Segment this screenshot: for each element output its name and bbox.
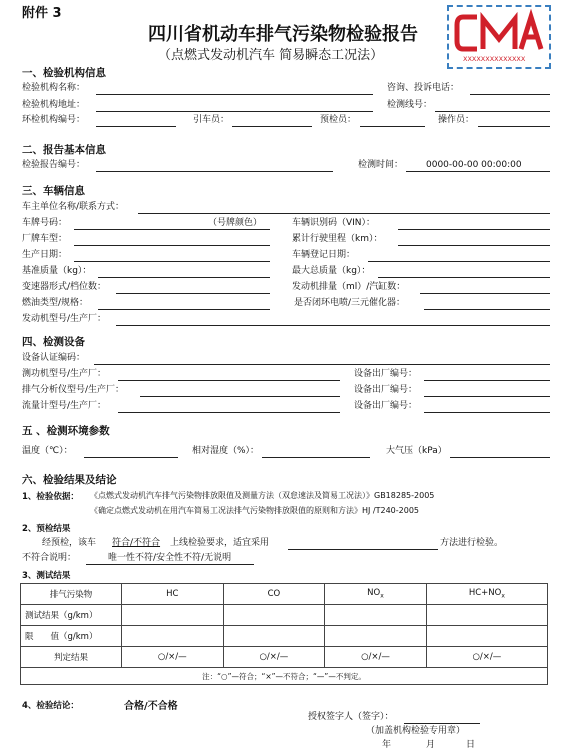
pre-check-choice[interactable]: 符合/不符合 <box>112 538 161 548</box>
fuel-label: 燃油类型/规格： <box>22 298 89 308</box>
test-time-label: 检测时间： <box>358 160 404 170</box>
cell-hcnox-judge[interactable]: ○/×/— <box>426 647 547 668</box>
header-nox <box>325 584 427 605</box>
section-2-heading: 二、报告基本信息 <box>22 144 106 156</box>
section-6-heading: 六、检验结果及结论 <box>22 474 117 486</box>
row-judge-label: 判定结果 <box>21 647 122 668</box>
cell-co-judge[interactable]: ○/×/— <box>223 647 325 668</box>
header-nox-text: NO <box>367 588 381 599</box>
table-note: 注：“○”—符合；“×”—不符合；“—”—不判定。 <box>21 668 548 685</box>
vin-field[interactable] <box>398 229 550 230</box>
analyzer-label: 排气分析仪型号/生产厂： <box>22 385 125 395</box>
date-month: 月 <box>426 740 436 750</box>
cell-nox-result[interactable] <box>325 605 427 626</box>
basis-standard-1: 《点燃式发动机汽车排气污染物排放限值及测量方法（双怠速法及简易工况法）》GB18285-2005 <box>90 491 435 500</box>
env-no-field[interactable] <box>96 126 176 127</box>
pre-check-text-1: 经预检，该车 <box>42 538 97 548</box>
cell-co-result[interactable] <box>223 605 325 626</box>
brand-label: 厂牌车型： <box>22 234 68 244</box>
engine-field[interactable] <box>116 325 550 326</box>
dyno-label: 测功机型号/生产厂： <box>22 369 107 379</box>
plate-color-label: （号牌颜色） <box>208 218 263 228</box>
gearbox-field[interactable] <box>116 293 270 294</box>
section-5-heading: 五 、检测环境参数 <box>22 425 110 437</box>
cell-hcnox-result[interactable] <box>426 605 547 626</box>
annex-label: 附件 3 <box>22 6 62 21</box>
date-day: 日 <box>466 740 476 750</box>
signatory-field[interactable] <box>404 723 480 724</box>
basis-standard-2: 《确定点燃式发动机在用汽车简易工况法排气污染物排放限值的原则和方法》HJ /T240-2005 <box>90 506 420 515</box>
stamp-code: XXXXXXXXXXXXXX <box>463 55 526 63</box>
signatory-label: 授权签字人（签字）： <box>308 712 394 722</box>
closed-loop-label: 是否闭环电喷/三元催化器： <box>294 298 406 308</box>
pressure-label: 大气压（kPa） <box>386 446 447 456</box>
header-hcnox-text: HC+NO <box>468 588 502 599</box>
header-hcnox-sub: x <box>501 592 505 600</box>
results-label: 3、测试结果 <box>22 571 71 581</box>
dyno-field[interactable] <box>118 380 340 381</box>
table-row <box>21 605 548 626</box>
humidity-field[interactable] <box>262 457 370 458</box>
gearbox-label: 变速器形式/档位数： <box>22 282 107 292</box>
max-mass-label: 最大总质量（kg）： <box>292 266 371 276</box>
displacement-label: 发动机排量（ml）/汽缸数： <box>292 282 406 292</box>
results-table <box>20 583 548 685</box>
basis-label: 1、检验依据： <box>22 492 79 502</box>
cert-code-label: 设备认证编码： <box>22 353 86 363</box>
table-row <box>21 626 548 647</box>
hotline-label: 咨询、投诉电话： <box>387 83 460 93</box>
closed-loop-field[interactable] <box>424 309 550 310</box>
pre-inspector-label: 预检员： <box>320 115 357 125</box>
section-3-heading: 三、车辆信息 <box>22 185 85 197</box>
line-no-field[interactable] <box>435 111 550 112</box>
dyno-factory-no-field[interactable] <box>424 380 550 381</box>
header-pollutant: 排气污染物 <box>21 584 122 605</box>
pre-check-label: 2、预检结果 <box>22 524 71 534</box>
flowmeter-factory-no-field[interactable] <box>424 412 550 413</box>
header-co: CO <box>223 584 325 605</box>
plate-field[interactable] <box>74 229 270 230</box>
pressure-field[interactable] <box>450 457 550 458</box>
pre-check-text-3: 方法进行检验。 <box>440 538 504 548</box>
org-address-label: 检验机构地址： <box>22 100 86 110</box>
report-no-field[interactable] <box>96 171 333 172</box>
max-mass-field[interactable] <box>378 277 550 278</box>
cell-hc-result[interactable] <box>122 605 224 626</box>
header-hcnox <box>426 584 547 605</box>
section-1-heading: 一、检验机构信息 <box>22 67 106 79</box>
operator-field[interactable] <box>478 126 550 127</box>
org-name-label: 检验机构名称： <box>22 83 86 93</box>
temp-field[interactable] <box>84 457 178 458</box>
org-name-field[interactable] <box>96 94 373 95</box>
cert-code-field[interactable] <box>94 364 550 365</box>
cell-co-limit[interactable] <box>223 626 325 647</box>
guide-label: 引车员： <box>193 115 230 125</box>
base-mass-label: 基准质量（kg）： <box>22 266 92 276</box>
owner-field[interactable] <box>138 213 550 214</box>
report-no-label: 检验报告编号： <box>22 160 86 170</box>
fuel-field[interactable] <box>98 309 270 310</box>
cell-hc-judge[interactable]: ○/×/— <box>122 647 224 668</box>
reg-date-field[interactable] <box>368 261 550 262</box>
brand-field[interactable] <box>74 245 270 246</box>
hotline-field[interactable] <box>470 94 550 95</box>
pre-check-method-field[interactable] <box>288 549 438 550</box>
nonconform-value[interactable]: 唯一性不符/安全性不符/无说明 <box>108 553 232 563</box>
pre-inspector-field[interactable] <box>360 126 425 127</box>
cma-logo-icon <box>449 9 549 57</box>
cell-hc-limit[interactable] <box>122 626 224 647</box>
cell-hcnox-limit[interactable] <box>426 626 547 647</box>
conclusion-value[interactable]: 合格/不合格 <box>124 701 178 712</box>
base-mass-field[interactable] <box>98 277 270 278</box>
displacement-field[interactable] <box>420 293 550 294</box>
flowmeter-field[interactable] <box>118 412 340 413</box>
row-test-result-label: 测试结果（g/km） <box>21 605 122 626</box>
operator-label: 操作员： <box>438 115 475 125</box>
engine-label: 发动机型号/生产厂： <box>22 314 107 324</box>
table-header-row <box>21 584 548 605</box>
reg-date-label: 车辆登记日期： <box>292 250 356 260</box>
table-row <box>21 647 548 668</box>
analyzer-field[interactable] <box>140 396 340 397</box>
section-4-heading: 四、检测设备 <box>22 336 85 348</box>
owner-label: 车主单位名称/联系方式： <box>22 202 125 212</box>
mileage-label: 累计行驶里程（km）： <box>292 234 383 244</box>
plate-label: 车牌号码： <box>22 218 68 228</box>
report-subtitle: （点燃式发动机汽车 简易瞬态工况法） <box>158 48 384 63</box>
nonconform-label: 不符合说明： <box>22 553 77 563</box>
header-nox-sub: x <box>380 592 384 600</box>
report-title: 四川省机动车排气污染物检验报告 <box>148 24 418 45</box>
org-address-field[interactable] <box>96 111 373 112</box>
mileage-field[interactable] <box>398 245 550 246</box>
date-year: 年 <box>382 740 392 750</box>
dyno-factory-no-label: 设备出厂编号： <box>354 369 418 379</box>
test-time-underline <box>406 171 550 172</box>
analyzer-factory-no-field[interactable] <box>424 396 550 397</box>
cell-nox-judge[interactable]: ○/×/— <box>325 647 427 668</box>
table-note-row <box>21 668 548 685</box>
pre-check-text-2: 上线检验要求，适宜采用 <box>170 538 270 548</box>
header-hc: HC <box>122 584 224 605</box>
nonconform-underline <box>86 564 254 565</box>
vin-label: 车辆识别码（VIN）： <box>292 218 376 228</box>
flowmeter-label: 流量计型号/生产厂： <box>22 401 107 411</box>
test-time-value: 0000-00-00 00:00:00 <box>426 160 522 170</box>
humidity-label: 相对湿度（%）： <box>192 446 260 456</box>
conclusion-label: 4、检验结论： <box>22 701 79 711</box>
cma-stamp <box>447 5 551 69</box>
seal-note: （加盖机构检验专用章） <box>366 726 466 736</box>
analyzer-factory-no-label: 设备出厂编号： <box>354 385 418 395</box>
line-no-label: 检测线号： <box>387 100 433 110</box>
prod-date-field[interactable] <box>74 261 270 262</box>
cell-nox-limit[interactable] <box>325 626 427 647</box>
prod-date-label: 生产日期： <box>22 250 68 260</box>
guide-field[interactable] <box>232 126 312 127</box>
row-limit-label: 限 值（g/km） <box>21 626 122 647</box>
temp-label: 温度（℃）： <box>22 446 73 456</box>
env-no-label: 环检机构编号： <box>22 115 86 125</box>
flowmeter-factory-no-label: 设备出厂编号： <box>354 401 418 411</box>
